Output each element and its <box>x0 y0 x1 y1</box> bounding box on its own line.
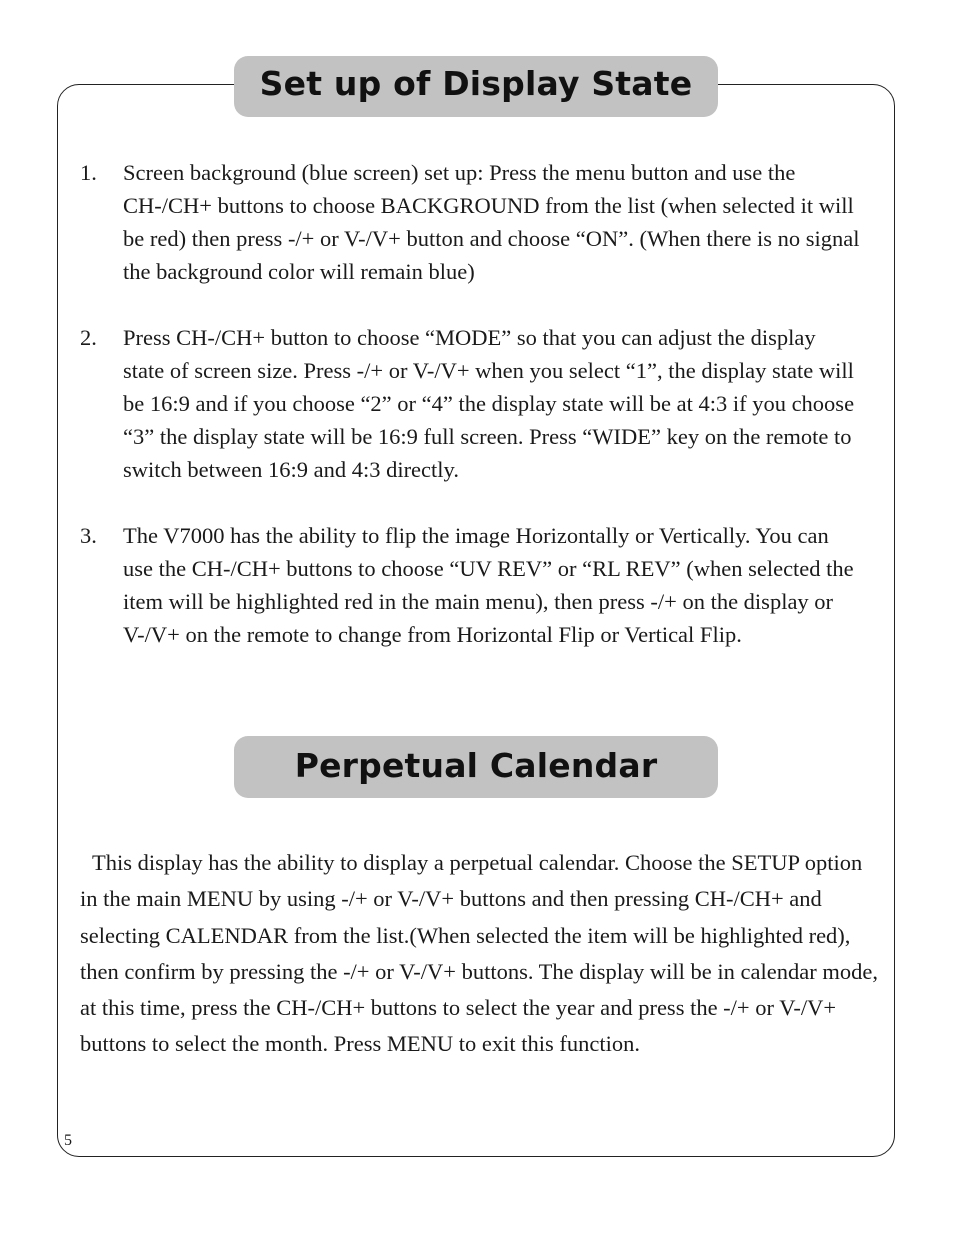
list-item-text: Press CH-/CH+ button to choose “MODE” so that you can adjust the display state of screen size. Press -/+ or V-/V+ when you select “1”, the display state will be 16:9 and if you choose “2” or “4” the display state will be at 4:3 if you choose “3” the display state will be 16:9 full screen. Press “WIDE” key on the remote to switch between 16:9 and 4:3 directly. <box>123 325 855 482</box>
page-number: 5 <box>64 1132 72 1149</box>
list-item-text: The V7000 has the ability to flip the image Horizontally or Vertically. You can use the CH-/CH+ buttons to choose “UV REV” or “RL REV” (when selected the item will be highlighted red in the main menu), then press -/+ on the display or V-/V+ on the remote to change from Horizontal Flip or Vertical Flip. <box>123 523 854 647</box>
list-item <box>80 156 860 288</box>
list-item-text: Screen background (blue screen) set up: Press the menu button and use the CH-/CH+ buttons to choose BACKGROUND from the list (when selected it will be red) then press -/+ or V-/V+ button and choose “ON”. (When there is no signal the background color will remain blue) <box>123 160 860 284</box>
section-title-perpetual-calendar: Perpetual Calendar <box>234 736 718 798</box>
section-title-display-state: Set up of Display State <box>234 56 718 117</box>
list-item-number: 2. <box>80 325 97 350</box>
list-item-number: 1. <box>80 160 97 185</box>
list-item-number: 3. <box>80 523 97 548</box>
display-state-list <box>80 156 860 684</box>
list-item <box>80 321 860 486</box>
list-item <box>80 519 860 651</box>
calendar-description: This display has the ability to display a perpetual calendar. Choose the SETUP option in the main MENU by using -/+ or V-/V+ buttons and then pressing CH-/CH+ and selecting CALENDAR from the list.(When selected the item will be highlighted red), then confirm by pressing the -/+ or V-/V+ buttons. The display will be in calendar mode, at this time, press the CH-/CH+ buttons to select the year and press the -/+ or V-/V+ buttons to select the month. Press MENU to exit this function. <box>80 850 878 1057</box>
